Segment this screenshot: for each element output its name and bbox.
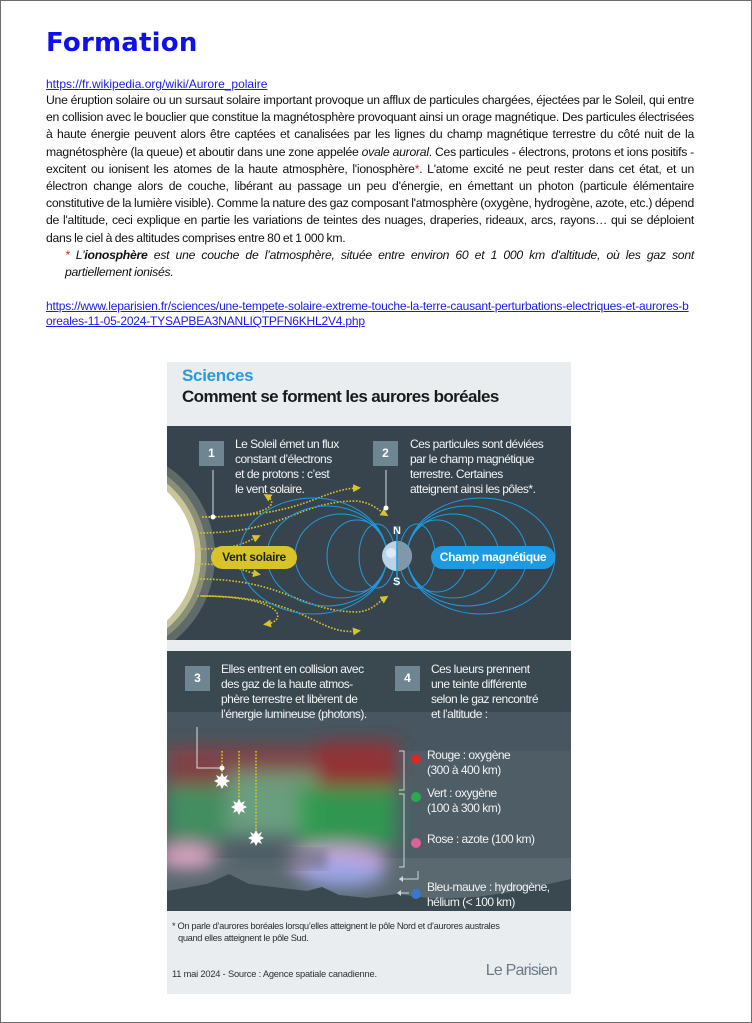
paragraph-part1: Une éruption solaire ou un sursaut solaire important provoque un afflux de particules chargées, éjectées par le Soleil, qui entre en collision avec le bouclier que constitue la magnétosphère provoquant ainsi un orage magnétique. Des particules électrisées à haute énergie peuvent alors être captées et canalisées par les lignes du champ magnétique terrestre du côté nuit de la magnétosphère (la queue) et aboutir dans une zone appelée	[46, 93, 694, 159]
step-number-3: 3	[185, 666, 210, 691]
infographic-footnote	[172, 920, 568, 944]
north-pole-label: N	[393, 525, 401, 537]
step3-line: l’énergie lumineuse (photons).	[221, 707, 367, 721]
step2-line: terrestre. Certaines	[410, 467, 503, 481]
legend-red	[427, 748, 510, 778]
solar-wind-label: Vent solaire	[211, 546, 297, 569]
step-number-4: 4	[395, 666, 420, 691]
step2-line: par le champ magnétique	[410, 452, 534, 466]
legend-dot-green	[411, 792, 421, 802]
step-text-4	[431, 662, 569, 722]
step-text-1	[235, 437, 365, 497]
panel-solar-wind	[167, 426, 571, 640]
footnote-line: * On parle d’aurores boréales lorsqu’elles atteignent le pôle Nord et d’aurores australes	[172, 921, 500, 931]
legend-dot-pink	[411, 838, 421, 848]
step-number-2: 2	[373, 441, 398, 466]
note-rest: est une couche de l’atmosphère, située entre environ 60 et 1 000 km d'altitude, où les gaz sont partiellement ionisés.	[65, 247, 694, 280]
aurora-infographic	[167, 362, 571, 994]
step4-line: et l’altitude :	[431, 707, 488, 721]
step-text-2	[410, 437, 568, 497]
infographic-headline: Comment se forment les aurores boréales	[182, 387, 499, 406]
infographic-source: 11 mai 2024 - Source : Agence spatiale canadienne.	[172, 969, 377, 979]
step2-line: Ces particules sont déviées	[410, 437, 544, 451]
paragraph-italic: ovale auroral	[361, 144, 429, 159]
sun-icon	[167, 448, 215, 640]
magnetic-field-label: Champ magnétique	[431, 546, 555, 569]
legend-blue	[427, 880, 550, 910]
infographic-kicker: Sciences	[182, 366, 254, 385]
legend-green	[427, 786, 501, 816]
legend-line: hélium (< 100 km)	[427, 895, 515, 909]
leparisien-link[interactable]: https://www.leparisien.fr/sciences/une-tempete-solaire-extreme-touche-la-terre-causant-perturbations-electriques-et-aurores-boreales-11-05-2024-TYSAPBEA3NANLIQTPFN6KHL2V4.php	[46, 299, 689, 329]
page-title: Formation	[46, 28, 198, 58]
legend-line: Rouge : oxygène	[427, 748, 511, 762]
footnote-line: quand elles atteignent le pôle Sud.	[178, 933, 309, 943]
legend-line: Bleu-mauve : hydrogène,	[427, 880, 550, 894]
legend-dot-blue	[411, 889, 421, 899]
step4-line: une teinte différente	[431, 677, 527, 691]
asterisk-marker: *	[414, 161, 420, 176]
legend-line: Vert : oxygène	[427, 786, 497, 800]
step3-line: des gaz de la haute atmos-	[221, 677, 353, 691]
panel-aurora-colors	[167, 651, 571, 911]
note-bold-term: ionosphère	[84, 247, 148, 262]
body-paragraph	[46, 92, 694, 247]
step1-line: le vent solaire.	[235, 482, 305, 496]
legend-line: (100 à 300 km)	[427, 801, 501, 815]
step-number-1: 1	[199, 441, 224, 466]
step3-line: Elles entrent en collision avec	[221, 662, 364, 676]
south-pole-label: S	[393, 576, 401, 588]
paragraph-part3: . L'atome excité ne peut rester dans cet état, et un électron change alors de couche, libérant au passage un peu d'énergie, en émettant un photon (particule élémentaire constitutive de la lumière visible). Comme la nature des gaz composant l'atmosphère (oxygène, hydrogène, azote, etc.) dépend de l'altitude, ceci explique en partie les variations de teintes des nuages, draperies, rideaux, arcs, rayons… qui se déploient dans le ciel à des altitudes comprises entre 80 et 1 000 km.	[46, 161, 694, 245]
note-prefix: L'	[69, 247, 85, 262]
step3-line: phère terrestre et libèrent de	[221, 692, 358, 706]
note-asterisk: *	[65, 247, 70, 262]
document-content	[46, 27, 694, 329]
le-parisien-logo: Le Parisien	[485, 962, 557, 979]
paragraph-part2: . Ces particules - électrons, protons et ions positifs - excitent ou ionisent les atomes de la haute atmosphère, l'ionosphère	[46, 144, 694, 176]
legend-line: Rose : azote (100 km)	[427, 832, 535, 846]
step4-line: Ces lueurs prennent	[431, 662, 530, 676]
step1-line: Le Soleil émet un flux	[235, 437, 339, 451]
wikipedia-link[interactable]: https://fr.wikipedia.org/wiki/Aurore_polaire	[46, 77, 268, 91]
step1-line: constant d’électrons	[235, 452, 332, 466]
legend-pink	[427, 832, 535, 847]
ionosphere-note	[65, 247, 694, 281]
step2-line: atteignent ainsi les pôles*.	[410, 482, 536, 496]
step4-line: selon le gaz rencontré	[431, 692, 539, 706]
legend-line: (300 à 400 km)	[427, 763, 501, 777]
legend-dot-red	[411, 754, 421, 764]
step1-line: et de protons : c’est	[235, 467, 330, 481]
step-text-3	[221, 662, 389, 722]
